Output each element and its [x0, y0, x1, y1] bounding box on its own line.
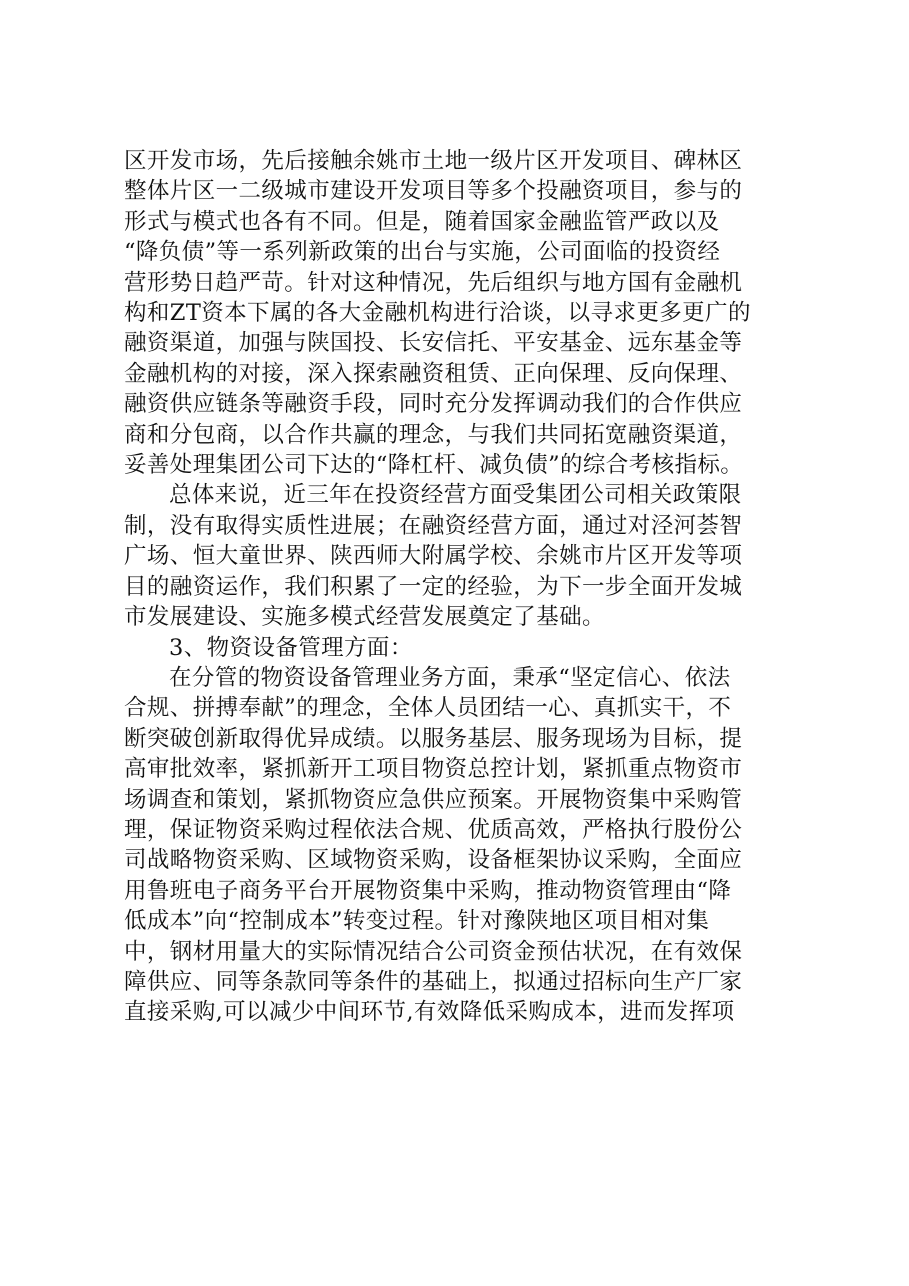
text-line: 构和ZT资本下属的各大金融机构进行洽谈，以寻求更多更广的	[124, 300, 751, 327]
text-line: 市发展建设、实施多模式经营发展奠定了基础。	[124, 604, 605, 631]
text-line: 断突破创新取得优异成绩。以服务基层、服务现场为目标，提	[124, 725, 743, 752]
paragraph-start-line: 总体来说，近三年在投资经营方面受集团公司相关政策限	[169, 482, 742, 509]
section-heading: 3、物资设备管理方面：	[169, 634, 413, 661]
text-line: 目的融资运作，我们积累了一定的经验，为下一步全面开发城	[124, 573, 743, 600]
text-line: 司战略物资采购、区域物资采购，设备框架协议采购，全面应	[124, 847, 743, 874]
text-line: 商和分包商，以合作共赢的理念，与我们共同拓宽融资渠道，	[124, 421, 743, 448]
text-line: 中，钢材用量大的实际情况结合公司资金预估状况，在有效保	[124, 938, 743, 965]
text-line: 直接采购,可以减少中间环节,有效降低采购成本，进而发挥项	[124, 999, 735, 1026]
text-line: 用鲁班电子商务平台开展物资集中采购，推动物资管理由“降	[124, 877, 732, 904]
paragraph-start-line: 在分管的物资设备管理业务方面，秉承“坚定信心、依法	[169, 664, 731, 691]
text-line: 场调查和策划，紧抓物资应急供应预案。开展物资集中采购管	[124, 786, 743, 813]
text-line: 低成本”向“控制成本”转变过程。针对豫陕地区项目相对集	[124, 908, 710, 935]
text-line: 融资供应链条等融资手段，同时充分发挥调动我们的合作供应	[124, 391, 743, 418]
text-line: 区开发市场，先后接触余姚市土地一级片区开发项目、碑林区	[124, 148, 743, 174]
text-line: 形式与模式也各有不同。但是，随着国家金融监管严政以及	[124, 208, 720, 235]
text-line: 整体片区一二级城市建设开发项目等多个投融资项目，参与的	[124, 178, 743, 205]
text-line: 营形势日趋严苛。针对这种情况，先后组织与地方国有金融机	[124, 269, 743, 296]
text-line: 合规、拼搏奉献”的理念，全体人员团结一心、真抓实干，不	[124, 695, 732, 722]
text-line: 理，保证物资采购过程依法合规、优质高效，严格执行股份公	[124, 816, 743, 843]
text-line: 广场、恒大童世界、陕西师大附属学校、余姚市片区开发等项	[124, 543, 743, 570]
text-line: 妥善处理集团公司下达的“降杠杆、减负债”的综合考核指标。	[124, 452, 744, 479]
document-body	[124, 146, 784, 1028]
text-line: 金融机构的对接，深入探索融资租赁、正向保理、反向保理、	[124, 360, 743, 387]
text-line: 高审批效率，紧抓新开工项目物资总控计划，紧抓重点物资市	[124, 756, 743, 783]
text-line: 障供应、同等条款同等条件的基础上，拟通过招标向生产厂家	[124, 968, 743, 995]
text-line: “降负债”等一系列新政策的出台与实施，公司面临的投资经	[124, 239, 721, 266]
text-line: 制，没有取得实质性进展；在融资经营方面，通过对泾河荟智	[124, 512, 743, 539]
text-line: 融资渠道，加强与陕国投、长安信托、平安基金、远东基金等	[124, 330, 743, 357]
